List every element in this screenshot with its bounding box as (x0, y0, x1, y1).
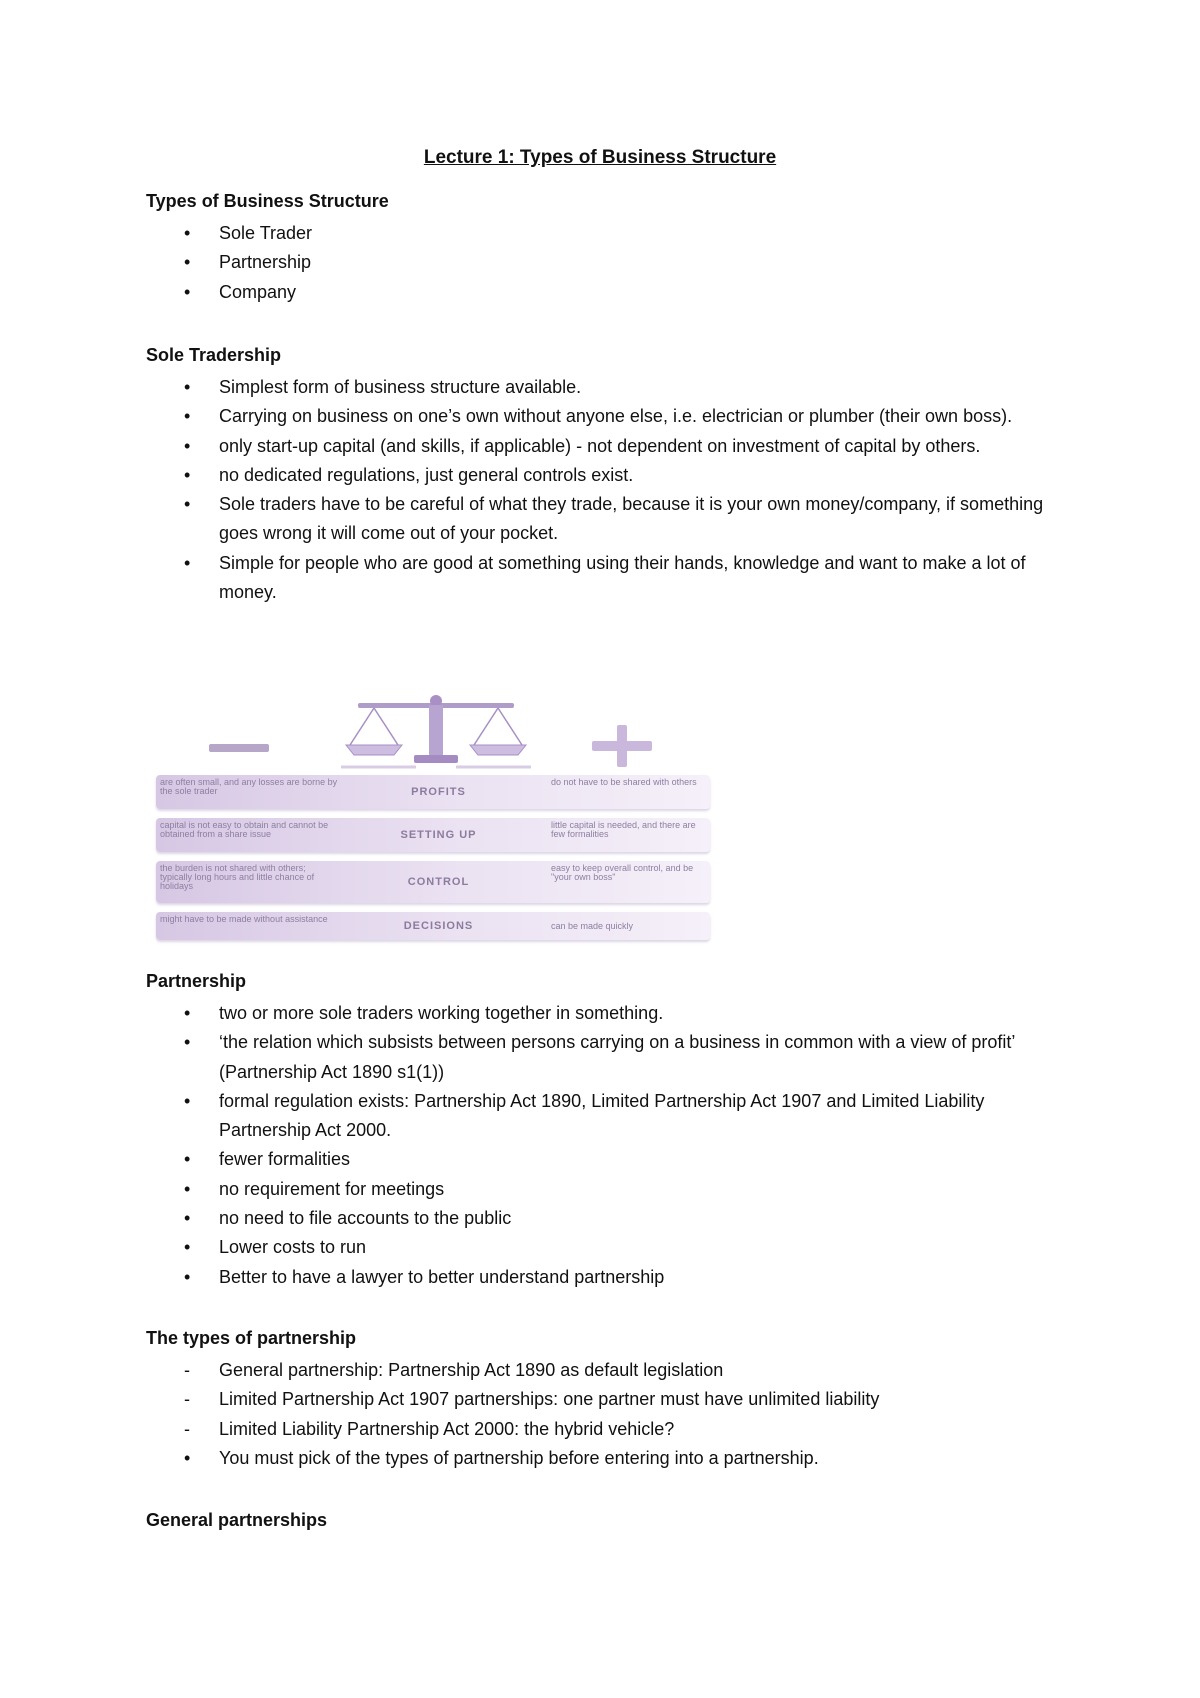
list-types-of-partnership (146, 1356, 1076, 1473)
figure-row: capital is not easy to obtain and cannot be obtained from a share issue SETTING UP little capital is needed, and there are few formalities (156, 818, 710, 852)
heading-sole-tradership: Sole Tradership (146, 345, 282, 365)
list-sole-tradership (146, 373, 1076, 607)
list-item: - Limited Liability Partnership Act 2000: the hybrid vehicle? (184, 1418, 675, 1439)
list-item: - General partnership: Partnership Act 1890 as default legislation (184, 1360, 724, 1380)
minus-icon (209, 744, 269, 752)
list-item: • fewer formalities (184, 1149, 351, 1170)
list-item: • Company (184, 281, 297, 302)
heading-general-partnerships: General partnerships (146, 1510, 328, 1530)
heading-types-of-business-structure: Types of Business Structure (146, 191, 389, 211)
list-item: • Sole Trader (184, 223, 313, 243)
list-item: • no dedicated regulations, just general controls exist. (184, 464, 634, 485)
list-item: • ‘the relation which subsists between persons carrying on a business in common with a view of profit’ (Partnership Act 1890 s1(1)) (184, 1032, 1015, 1082)
list-item: • Lower costs to run (184, 1237, 367, 1258)
list-business-types (146, 219, 1076, 307)
list-item: - Limited Partnership Act 1907 partnerships: one partner must have unlimited liability (184, 1389, 880, 1410)
figure-row: are often small, and any losses are borne by the sole trader PROFITS do not have to be shared with others (156, 775, 710, 809)
list-item: • no requirement for meetings (184, 1178, 445, 1199)
list-item: • Simple for people who are good at something using their hands, knowledge and want to make a lot of money. (184, 552, 1026, 603)
list-item: • Carrying on business on one’s own without anyone else, i.e. electrician or plumber (their own boss). (184, 406, 1013, 427)
list-item: • no need to file accounts to the public (184, 1208, 512, 1229)
page-title: Lecture 1: Types of Business Structure (423, 147, 777, 168)
list-item: • only start-up capital (and skills, if applicable) - not dependent on investment of capital by others. (184, 435, 981, 456)
list-item: • You must pick of the types of partnership before entering into a partnership. (184, 1447, 819, 1468)
list-item: • two or more sole traders working together in something. (184, 1003, 664, 1023)
figure-row: the burden is not shared with others; typically long hours and little chance of holidays CONTROL easy to keep overall control, and be "your own boss" (156, 861, 710, 903)
list-item: • Sole traders have to be careful of what they trade, because it is your own money/company, if something goes wrong it will come out of your pocket. (184, 494, 1044, 544)
balance-scale-icon (336, 695, 536, 775)
sole-trader-pros-cons-figure (156, 695, 716, 945)
list-partnership (146, 999, 1076, 1292)
figure-row: might have to be made without assistance DECISIONS can be made quickly (156, 912, 710, 940)
heading-types-of-partnership: The types of partnership (146, 1328, 357, 1348)
list-item: • formal regulation exists: Partnership Act 1890, Limited Partnership Act 1907 and Limited Liability Partnership Act 2000. (184, 1090, 985, 1141)
list-item: • Better to have a lawyer to better understand partnership (184, 1266, 665, 1287)
plus-icon-bar (592, 741, 652, 751)
list-item: • Simplest form of business structure available. (184, 377, 582, 397)
heading-partnership: Partnership (146, 971, 247, 991)
list-item: • Partnership (184, 252, 312, 273)
